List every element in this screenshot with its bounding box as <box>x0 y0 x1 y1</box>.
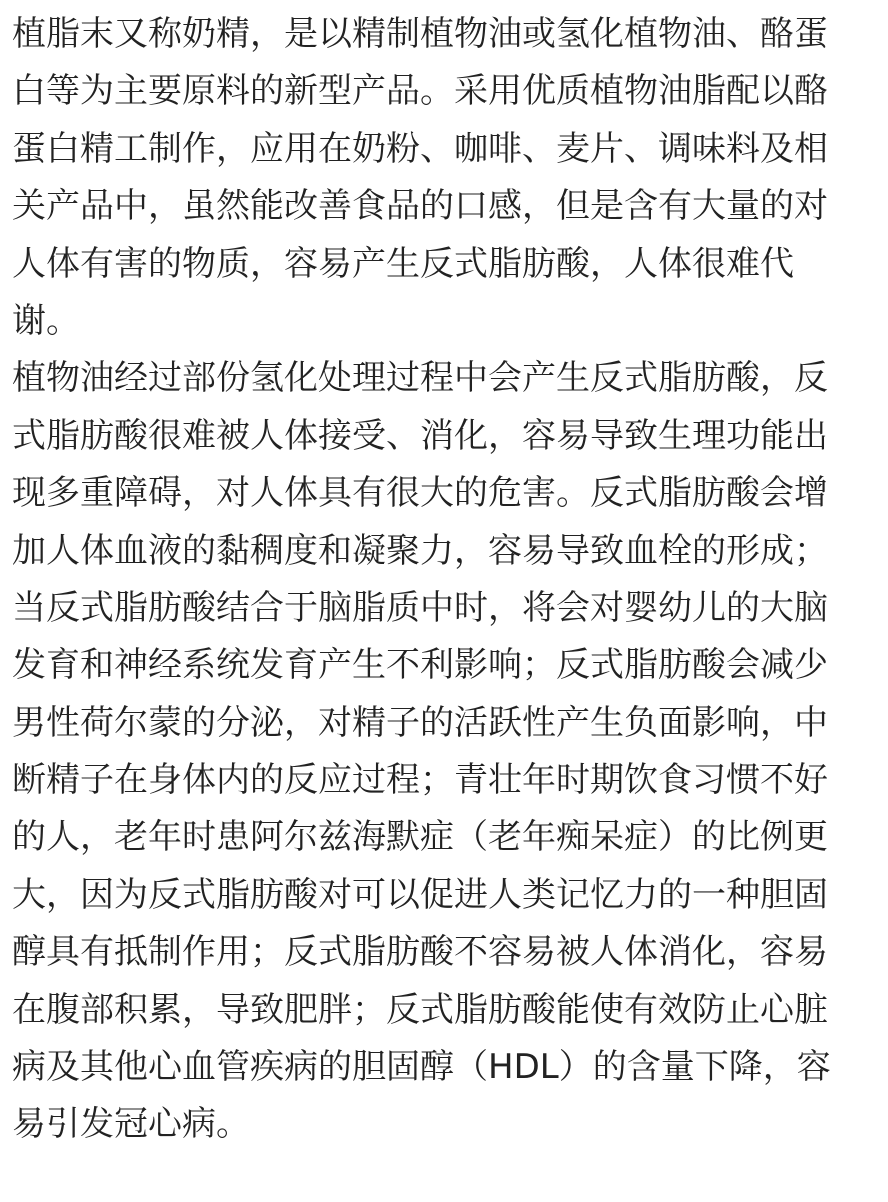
text-line: 加人体血液的黏稠度和凝聚力，容易导致血栓的形成； <box>12 530 828 571</box>
text-line: 大，因为反式脂肪酸对可以促进人类记忆力的一种胆固 <box>12 874 828 915</box>
text-line: 发育和神经系统发育产生不利影响；反式脂肪酸会减少 <box>12 645 828 686</box>
text-line: 在腹部积累，导致肥胖；反式脂肪酸能使有效防止心脏 <box>12 989 828 1030</box>
text-line: 现多重障碍，对人体具有很大的危害。反式脂肪酸会增 <box>12 473 828 514</box>
text-line: 白等为主要原料的新型产品。采用优质植物油脂配以酪 <box>12 71 828 112</box>
text-line: 人体有害的物质，容易产生反式脂肪酸，人体很难代 <box>12 243 794 284</box>
text-line: 植物油经过部份氢化处理过程中会产生反式脂肪酸，反 <box>12 358 828 399</box>
text-line: 谢。 <box>12 300 80 341</box>
text-line: 易引发冠心病。 <box>12 1104 250 1145</box>
text-line: 植脂末又称奶精，是以精制植物油或氢化植物油、酪蛋 <box>12 14 828 54</box>
text-line: 关产品中，虽然能改善食品的口感，但是含有大量的对 <box>12 186 828 227</box>
text-line: 蛋白精工制作，应用在奶粉、咖啡、麦片、调味料及相 <box>12 128 828 169</box>
text-line: 的人，老年时患阿尔兹海默症（老年痴呆症）的比例更 <box>12 817 828 858</box>
text-line: 醇具有抵制作用；反式脂肪酸不容易被人体消化，容易 <box>12 932 828 973</box>
text-line: 断精子在身体内的反应过程；青壮年时期饮食习惯不好 <box>12 760 828 801</box>
text-line: 男性荷尔蒙的分泌，对精子的活跃性产生负面影响，中 <box>12 702 828 743</box>
text-line: 病及其他心血管疾病的胆固醇（HDL）的含量下降，容 <box>12 1047 831 1088</box>
paragraph-trans-fat <box>12 350 888 1153</box>
article-body <box>12 6 888 1154</box>
text-line: 式脂肪酸很难被人体接受、消化，容易导致生理功能出 <box>12 415 828 456</box>
paragraph-intro <box>12 6 888 350</box>
text-line: 当反式脂肪酸结合于脑脂质中时，将会对婴幼儿的大脑 <box>12 587 828 628</box>
